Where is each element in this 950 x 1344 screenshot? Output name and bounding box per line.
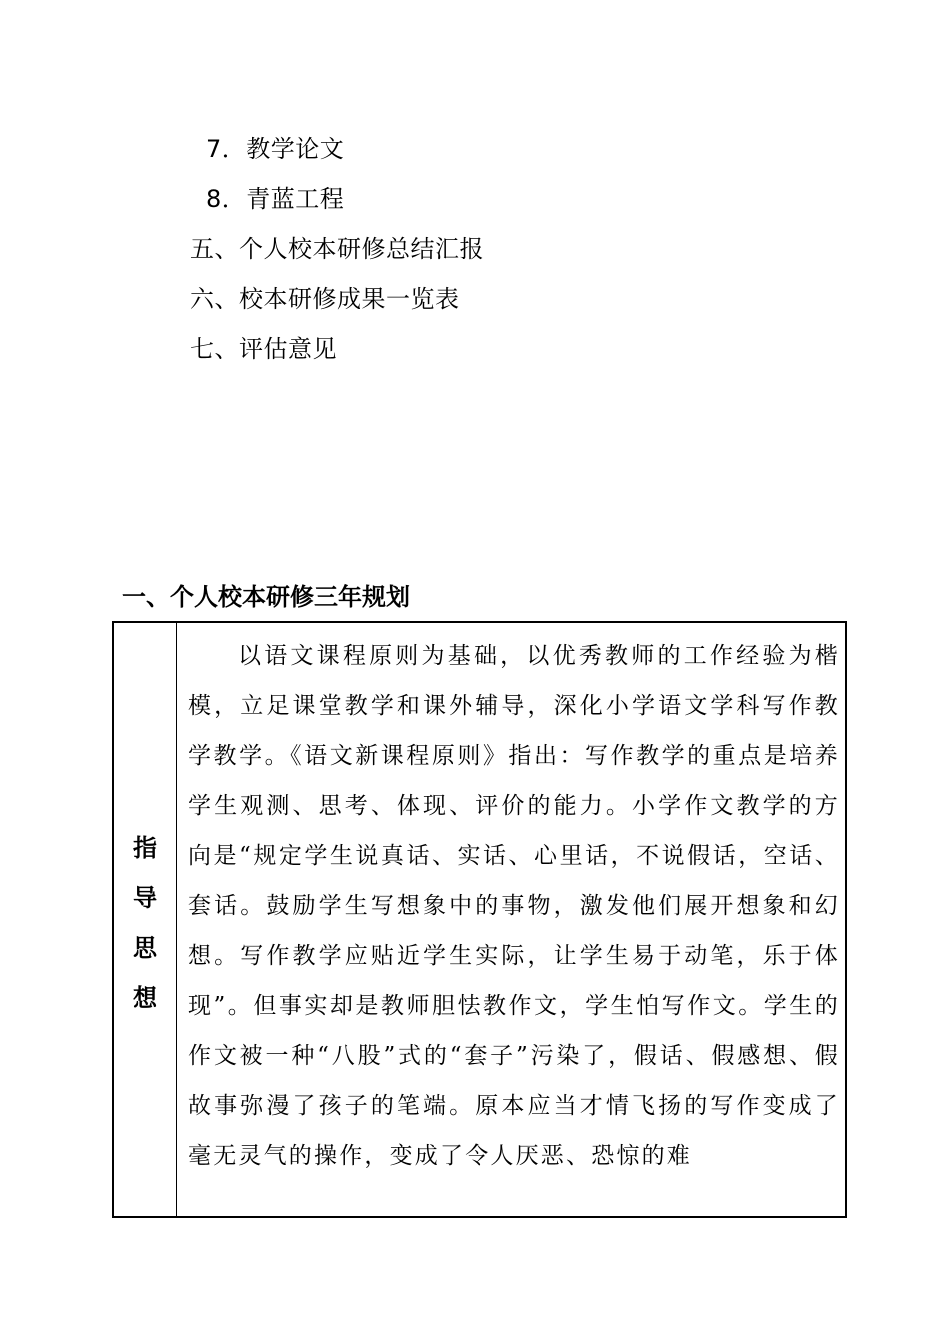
toc-item-evaluation: 七、评估意见 — [190, 335, 337, 363]
label-char: 思 — [133, 934, 157, 962]
guiding-ideology-label — [114, 623, 176, 1216]
table-divider — [176, 623, 177, 1216]
toc-item-summary-report: 五、个人校本研修总结汇报 — [190, 235, 484, 263]
plan-table — [112, 621, 847, 1218]
toc-item-results-table: 六、校本研修成果一览表 — [190, 285, 460, 313]
label-char: 想 — [133, 984, 157, 1012]
toc-item-teaching-papers: 7．教学论文 — [206, 135, 345, 163]
guiding-ideology-text: 以语文课程原则为基础，以优秀教师的工作经验为楷模，立足课堂教学和课外辅导，深化小学语文学科写作教学教学。《语文新课程原则》指出：写作教学的重点是培养学生观测、思考、体现、评价的能力。小学作文教学的方向是“规定学生说真话、实话、心里话，不说假话，空话、套话。鼓励学生写想象中的事物，激发他们展开想象和幻想。写作教学应贴近学生实际，让学生易于动笔，乐于体现”。但事实却是教师胆怯教作文，学生怕写作文。学生的作文被一种“八股”式的“套子”污染了，假话、假感想、假故事弥漫了孩子的笔端。原本应当才情飞扬的写作变成了毫无灵气的操作，变成了令人厌恶、恐惊的难 — [188, 643, 840, 1169]
section-heading: 一、个人校本研修三年规划 — [122, 583, 410, 611]
toc-item-mentoring-project: 8．青蓝工程 — [206, 185, 345, 213]
label-char: 导 — [133, 884, 157, 912]
label-char: 指 — [133, 834, 157, 862]
